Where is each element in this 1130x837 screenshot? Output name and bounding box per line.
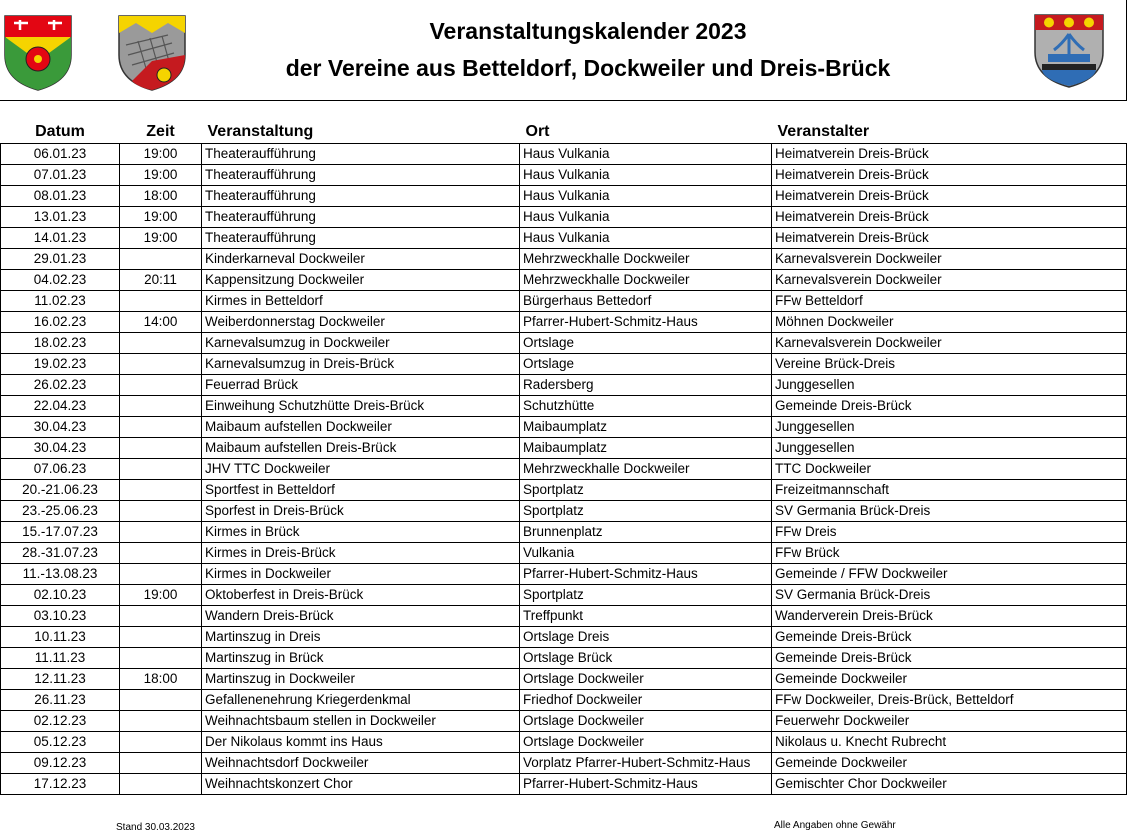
cell-event: Kappensitzung Dockweiler [202,270,520,291]
cell-organizer: FFw Brück [772,543,1127,564]
table-row [1,312,1127,333]
cell-venue: Pfarrer-Hubert-Schmitz-Haus [520,312,772,333]
cell-event: Gefallenenehrung Kriegerdenkmal [202,690,520,711]
cell-time [120,459,202,480]
cell-event: Theateraufführung [202,207,520,228]
column-header-venue: Ort [520,117,772,144]
table-row [1,291,1127,312]
table-row [1,732,1127,753]
table-row [1,606,1127,627]
document-header [0,0,1127,101]
cell-event: JHV TTC Dockweiler [202,459,520,480]
cell-date: 05.12.23 [1,732,120,753]
cell-venue: Sportplatz [520,480,772,501]
cell-date: 30.04.23 [1,438,120,459]
column-header-date: Datum [1,117,120,144]
table-row [1,585,1127,606]
cell-organizer: Karnevalsverein Dockweiler [772,249,1127,270]
cell-venue: Brunnenplatz [520,522,772,543]
cell-event: Wandern Dreis-Brück [202,606,520,627]
cell-time: 20:11 [120,270,202,291]
table-row [1,438,1127,459]
cell-date: 13.01.23 [1,207,120,228]
cell-time [120,648,202,669]
cell-date: 03.10.23 [1,606,120,627]
cell-venue: Haus Vulkania [520,228,772,249]
cell-date: 02.10.23 [1,585,120,606]
column-header-event: Veranstaltung [202,117,520,144]
table-row [1,186,1127,207]
cell-venue: Sportplatz [520,585,772,606]
cell-organizer: Karnevalsverein Dockweiler [772,270,1127,291]
table-row [1,417,1127,438]
cell-organizer: Gemeinde Dreis-Brück [772,627,1127,648]
cell-date: 14.01.23 [1,228,120,249]
cell-venue: Sportplatz [520,501,772,522]
cell-time [120,753,202,774]
cell-organizer: Gemeinde Dockweiler [772,669,1127,690]
table-row [1,354,1127,375]
cell-event: Karnevalsumzug in Dreis-Brück [202,354,520,375]
cell-event: Theateraufführung [202,186,520,207]
cell-time [120,774,202,795]
cell-date: 18.02.23 [1,333,120,354]
cell-organizer: Heimatverein Dreis-Brück [772,165,1127,186]
cell-venue: Ortslage Dockweiler [520,669,772,690]
cell-organizer: FFw Dockweiler, Dreis-Brück, Betteldorf [772,690,1127,711]
table-row [1,774,1127,795]
cell-date: 10.11.23 [1,627,120,648]
cell-organizer: FFw Dreis [772,522,1127,543]
cell-time [120,690,202,711]
cell-organizer: FFw Betteldorf [772,291,1127,312]
table-row [1,165,1127,186]
cell-organizer: SV Germania Brück-Dreis [772,585,1127,606]
cell-event: Martinszug in Dockweiler [202,669,520,690]
cell-time: 19:00 [120,228,202,249]
cell-time: 18:00 [120,186,202,207]
cell-date: 30.04.23 [1,417,120,438]
cell-event: Kirmes in Dreis-Brück [202,543,520,564]
cell-time [120,606,202,627]
table-row [1,249,1127,270]
cell-time [120,291,202,312]
cell-event: Weihnachtsbaum stellen in Dockweiler [202,711,520,732]
cell-date: 20.-21.06.23 [1,480,120,501]
cell-time [120,417,202,438]
cell-organizer: Heimatverein Dreis-Brück [772,207,1127,228]
cell-venue: Treffpunkt [520,606,772,627]
table-row [1,522,1127,543]
cell-time [120,438,202,459]
cell-date: 15.-17.07.23 [1,522,120,543]
cell-event: Maibaum aufstellen Dockweiler [202,417,520,438]
table-row [1,669,1127,690]
table-body [1,144,1127,795]
cell-venue: Haus Vulkania [520,186,772,207]
cell-event: Sporfest in Dreis-Brück [202,501,520,522]
table-row [1,627,1127,648]
cell-venue: Bürgerhaus Bettedorf [520,291,772,312]
cell-time: 19:00 [120,165,202,186]
cell-event: Theateraufführung [202,165,520,186]
table-row [1,396,1127,417]
cell-venue: Vorplatz Pfarrer-Hubert-Schmitz-Haus [520,753,772,774]
cell-organizer: Wanderverein Dreis-Brück [772,606,1127,627]
cell-time [120,375,202,396]
stand-date: Stand 30.03.2023 [116,822,195,833]
cell-event: Weihnachtskonzert Chor [202,774,520,795]
cell-venue: Haus Vulkania [520,144,772,165]
table-row [1,564,1127,585]
table-row [1,543,1127,564]
cell-event: Theateraufführung [202,144,520,165]
cell-venue: Ortslage [520,333,772,354]
cell-event: Maibaum aufstellen Dreis-Brück [202,438,520,459]
cell-time [120,354,202,375]
cell-organizer: Heimatverein Dreis-Brück [772,144,1127,165]
cell-venue: Haus Vulkania [520,207,772,228]
cell-venue: Mehrzweckhalle Dockweiler [520,270,772,291]
cell-venue: Mehrzweckhalle Dockweiler [520,249,772,270]
table-row [1,228,1127,249]
cell-date: 04.02.23 [1,270,120,291]
table-row [1,144,1127,165]
cell-venue: Pfarrer-Hubert-Schmitz-Haus [520,564,772,585]
table-row [1,711,1127,732]
cell-date: 12.11.23 [1,669,120,690]
cell-date: 16.02.23 [1,312,120,333]
cell-time [120,396,202,417]
page-title: Veranstaltungskalender 2023 [429,18,747,44]
cell-event: Weiberdonnerstag Dockweiler [202,312,520,333]
table-row [1,480,1127,501]
table-row [1,459,1127,480]
table-row [1,207,1127,228]
cell-event: Kirmes in Brück [202,522,520,543]
cell-date: 07.01.23 [1,165,120,186]
cell-organizer: SV Germania Brück-Dreis [772,501,1127,522]
cell-organizer: Gemeinde Dreis-Brück [772,648,1127,669]
table-row [1,648,1127,669]
page-subtitle: der Vereine aus Betteldorf, Dockweiler und Dreis-Brück [285,55,891,81]
cell-date: 02.12.23 [1,711,120,732]
cell-date: 28.-31.07.23 [1,543,120,564]
cell-event: Der Nikolaus kommt ins Haus [202,732,520,753]
cell-event: Weihnachtsdorf Dockweiler [202,753,520,774]
table-row [1,333,1127,354]
cell-organizer: Karnevalsverein Dockweiler [772,333,1127,354]
cell-time [120,627,202,648]
cell-time: 19:00 [120,585,202,606]
cell-venue: Haus Vulkania [520,165,772,186]
cell-venue: Maibaumplatz [520,438,772,459]
table-header-row [1,117,1127,144]
cell-date: 11.-13.08.23 [1,564,120,585]
cell-organizer: Gemeinde Dockweiler [772,753,1127,774]
cell-time [120,480,202,501]
table-row [1,690,1127,711]
table-row [1,753,1127,774]
cell-venue: Maibaumplatz [520,417,772,438]
cell-venue: Ortslage Dockweiler [520,732,772,753]
cell-venue: Ortslage [520,354,772,375]
cell-venue: Pfarrer-Hubert-Schmitz-Haus [520,774,772,795]
cell-date: 09.12.23 [1,753,120,774]
cell-venue: Ortslage Brück [520,648,772,669]
cell-organizer: Nikolaus u. Knecht Rubrecht [772,732,1127,753]
cell-time [120,333,202,354]
cell-organizer: Gemeinde Dreis-Brück [772,396,1127,417]
cell-venue: Mehrzweckhalle Dockweiler [520,459,772,480]
cell-date: 06.01.23 [1,144,120,165]
cell-date: 11.11.23 [1,648,120,669]
cell-date: 26.11.23 [1,690,120,711]
disclaimer: Alle Angaben ohne Gewähr [774,820,896,831]
cell-time [120,543,202,564]
cell-time: 19:00 [120,144,202,165]
cell-date: 29.01.23 [1,249,120,270]
cell-time: 18:00 [120,669,202,690]
cell-event: Martinszug in Brück [202,648,520,669]
cell-time [120,522,202,543]
cell-time: 14:00 [120,312,202,333]
table-row [1,270,1127,291]
cell-organizer: Junggesellen [772,438,1127,459]
cell-organizer: Gemischter Chor Dockweiler [772,774,1127,795]
cell-organizer: TTC Dockweiler [772,459,1127,480]
cell-venue: Ortslage Dockweiler [520,711,772,732]
cell-event: Feuerrad Brück [202,375,520,396]
cell-event: Kinderkarneval Dockweiler [202,249,520,270]
cell-venue: Radersberg [520,375,772,396]
cell-event: Theateraufführung [202,228,520,249]
table-row [1,375,1127,396]
cell-organizer: Gemeinde / FFW Dockweiler [772,564,1127,585]
column-header-time: Zeit [120,117,202,144]
cell-venue: Ortslage Dreis [520,627,772,648]
cell-organizer: Vereine Brück-Dreis [772,354,1127,375]
cell-time [120,732,202,753]
cell-venue: Schutzhütte [520,396,772,417]
cell-event: Martinszug in Dreis [202,627,520,648]
cell-organizer: Junggesellen [772,375,1127,396]
cell-organizer: Feuerwehr Dockweiler [772,711,1127,732]
cell-date: 23.-25.06.23 [1,501,120,522]
cell-time [120,564,202,585]
cell-event: Kirmes in Betteldorf [202,291,520,312]
cell-venue: Friedhof Dockweiler [520,690,772,711]
cell-date: 07.06.23 [1,459,120,480]
cell-date: 19.02.23 [1,354,120,375]
cell-organizer: Junggesellen [772,417,1127,438]
cell-date: 17.12.23 [1,774,120,795]
column-header-organizer: Veranstalter [772,117,1127,144]
table-row [1,501,1127,522]
cell-time [120,711,202,732]
cell-event: Einweihung Schutzhütte Dreis-Brück [202,396,520,417]
cell-date: 26.02.23 [1,375,120,396]
cell-venue: Vulkania [520,543,772,564]
cell-date: 11.02.23 [1,291,120,312]
cell-time [120,249,202,270]
cell-event: Kirmes in Dockweiler [202,564,520,585]
cell-organizer: Heimatverein Dreis-Brück [772,228,1127,249]
events-table [0,117,1127,795]
cell-organizer: Heimatverein Dreis-Brück [772,186,1127,207]
cell-time [120,501,202,522]
cell-event: Karnevalsumzug in Dockweiler [202,333,520,354]
cell-date: 08.01.23 [1,186,120,207]
cell-event: Sportfest in Betteldorf [202,480,520,501]
cell-event: Oktoberfest in Dreis-Brück [202,585,520,606]
cell-time: 19:00 [120,207,202,228]
cell-date: 22.04.23 [1,396,120,417]
cell-organizer: Möhnen Dockweiler [772,312,1127,333]
cell-organizer: Freizeitmannschaft [772,480,1127,501]
